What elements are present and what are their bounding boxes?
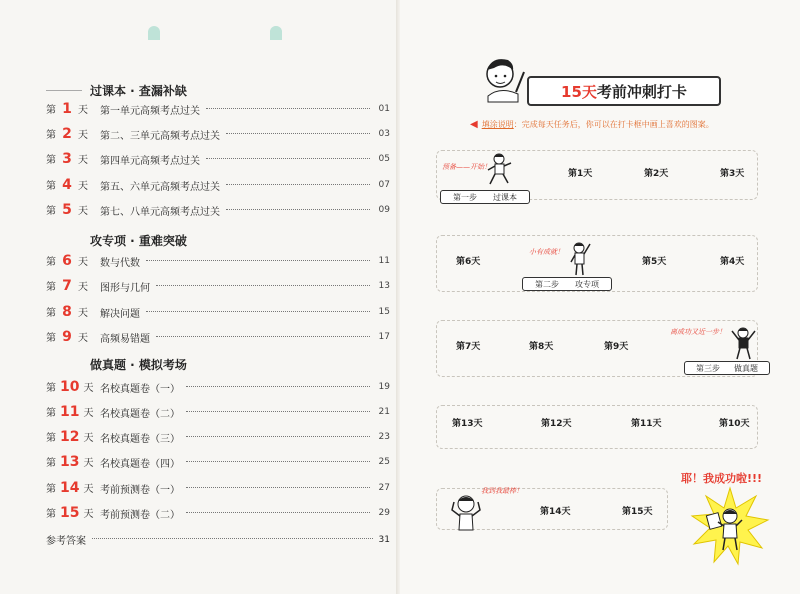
day-number: 3 [62, 151, 72, 167]
toc-page-number: 27 [378, 483, 390, 493]
instructions [470, 119, 714, 130]
day-label [46, 505, 94, 521]
day-prefix: 第 [46, 509, 56, 520]
step-name: 做真题 [734, 363, 758, 373]
day-number: 2 [62, 126, 72, 142]
step-caption: 预备——开始！ [442, 163, 491, 171]
day-prefix: 第 [46, 206, 56, 217]
day-label [46, 101, 94, 117]
toc-title: 第七、八单元高频考点过关 [100, 206, 220, 218]
day-suffix: 天 [83, 433, 94, 444]
day-10[interactable]: 第10天 [719, 419, 750, 429]
day-label [46, 278, 94, 294]
day-number: 5 [62, 202, 72, 218]
track-row-4 [436, 405, 758, 449]
toc-title: 第五、六单元高频考点过关 [100, 181, 220, 193]
day-prefix: 第 [46, 458, 56, 469]
final-cheer: 耶！我成功啦!!! [681, 472, 763, 485]
toc-row[interactable] [46, 504, 390, 522]
toc-row[interactable] [46, 453, 390, 471]
day-6[interactable]: 第6天 [456, 257, 481, 267]
running-boy-icon [484, 152, 514, 188]
day-label [46, 304, 94, 320]
toc-title: 第一单元高频考点过关 [100, 105, 200, 117]
toc-page-number: 05 [378, 154, 390, 164]
toc-title: 名校真题卷（三） [100, 433, 180, 445]
day-3[interactable]: 第3天 [720, 169, 745, 179]
speaker-icon: ◀ [470, 119, 478, 130]
day-13[interactable]: 第13天 [452, 419, 483, 429]
day-number: 6 [62, 253, 72, 269]
toc-title: 考前预测卷（一） [100, 484, 180, 496]
leader-dots [146, 310, 370, 312]
day-number: 1 [62, 101, 72, 117]
day-label [46, 151, 94, 167]
cheer-caption: 我到我最棒！ [481, 487, 523, 495]
toc-row[interactable] [46, 277, 390, 295]
day-prefix: 第 [46, 155, 56, 166]
note-text: ：完成每天任务后，你可以在打卡框中画上喜欢的图案。 [513, 120, 714, 129]
day-number: 11 [60, 404, 80, 420]
day-number: 7 [62, 278, 72, 294]
leader-dots [156, 335, 370, 337]
leader-dots [146, 259, 370, 261]
step-number: 第二步 [535, 279, 559, 289]
day-7[interactable]: 第7天 [456, 342, 481, 352]
step-box [440, 190, 530, 204]
toc-page-number: 23 [378, 432, 390, 442]
banner-title: 考前冲刺打卡 [596, 82, 687, 101]
day-suffix: 天 [78, 257, 88, 268]
toc-title: 第二、三单元高频考点过关 [100, 130, 220, 142]
day-suffix: 天 [78, 105, 88, 116]
toc-title: 图形与几何 [100, 282, 150, 294]
leader-dots [186, 385, 370, 387]
day-prefix: 第 [46, 105, 56, 116]
day-suffix: 天 [83, 383, 94, 394]
day-suffix: 天 [78, 155, 88, 166]
day-prefix: 第 [46, 181, 56, 192]
toc-page-number: 19 [378, 382, 390, 392]
page-tab [148, 26, 160, 40]
day-number: 13 [60, 454, 80, 470]
toc-row[interactable] [46, 303, 390, 321]
day-number: 12 [60, 429, 80, 445]
step-name: 过课本 [493, 192, 517, 202]
leader-dots [156, 284, 370, 286]
day-label [46, 126, 94, 142]
day-8[interactable]: 第8天 [529, 342, 554, 352]
day-5[interactable]: 第5天 [642, 257, 667, 267]
boy-waving-icon [566, 240, 594, 278]
section-rule [46, 90, 82, 91]
day-12[interactable]: 第12天 [541, 419, 572, 429]
day-suffix: 天 [78, 333, 88, 344]
day-label [46, 404, 94, 420]
day-label [46, 429, 94, 445]
toc-page-number: 15 [378, 307, 390, 317]
day-11[interactable]: 第11天 [631, 419, 662, 429]
toc-page-number: 21 [378, 407, 390, 417]
leader-dots [226, 183, 370, 185]
leader-dots [92, 537, 373, 539]
step-box [684, 361, 770, 375]
boy-mascot-icon [478, 52, 534, 108]
day-14[interactable]: 第14天 [540, 507, 571, 517]
day-suffix: 天 [78, 308, 88, 319]
day-suffix: 天 [83, 484, 94, 495]
toc-page-number: 11 [378, 256, 390, 266]
day-suffix: 天 [83, 408, 94, 419]
day-label [46, 379, 94, 395]
section-title: 过课本 · 查漏补缺 [90, 84, 187, 98]
toc-row[interactable] [46, 150, 390, 168]
day-2[interactable]: 第2天 [644, 169, 669, 179]
day-suffix: 天 [78, 206, 88, 217]
toc-row[interactable] [46, 328, 390, 346]
toc-title: 名校真题卷（四） [100, 458, 180, 470]
leader-dots [206, 157, 370, 159]
day-4[interactable]: 第4天 [720, 257, 745, 267]
success-burst-icon [690, 486, 770, 566]
day-label [46, 202, 94, 218]
day-prefix: 第 [46, 408, 56, 419]
section-title: 攻专项 · 重难突破 [90, 234, 187, 248]
day-label [46, 454, 94, 470]
note-label: 填涂说明 [481, 120, 514, 129]
section-title: 做真题 · 模拟考场 [90, 358, 187, 372]
day-number: 15 [60, 505, 80, 521]
toc-row[interactable] [46, 479, 390, 497]
day-label [46, 253, 94, 269]
day-number: 14 [60, 480, 80, 496]
day-label [46, 480, 94, 496]
leader-dots [186, 460, 370, 462]
toc-row[interactable] [46, 201, 390, 219]
step-box [522, 277, 612, 291]
leader-dots [186, 410, 370, 412]
leader-dots [186, 435, 370, 437]
day-number: 4 [62, 177, 72, 193]
day-15[interactable]: 第15天 [622, 507, 653, 517]
day-suffix: 天 [83, 458, 94, 469]
toc-page-number: 17 [378, 332, 390, 342]
toc-page-number: 13 [378, 281, 390, 291]
boy-flexing-icon [448, 492, 484, 532]
toc-title: 名校真题卷（二） [100, 408, 180, 420]
step-name: 攻专项 [575, 279, 599, 289]
day-label [46, 177, 94, 193]
toc-title: 高频易错题 [100, 333, 150, 345]
toc-row[interactable] [46, 252, 390, 270]
answers-title: 参考答案 [46, 536, 86, 547]
day-number: 9 [62, 329, 72, 345]
leader-dots [186, 486, 370, 488]
day-prefix: 第 [46, 308, 56, 319]
step-number: 第三步 [696, 363, 720, 373]
toc-title: 名校真题卷（一） [100, 383, 180, 395]
day-1[interactable]: 第1天 [568, 169, 593, 179]
day-suffix: 天 [78, 282, 88, 293]
toc-page-number: 29 [378, 508, 390, 518]
day-label [46, 329, 94, 345]
toc-title: 考前预测卷（二） [100, 509, 180, 521]
toc-page-number: 03 [378, 129, 390, 139]
toc-row[interactable] [46, 378, 390, 396]
toc-row[interactable] [46, 403, 390, 421]
answers-page: 31 [378, 534, 390, 545]
day-prefix: 第 [46, 282, 56, 293]
step-caption: 小有成就！ [529, 248, 564, 256]
leader-dots [186, 511, 370, 513]
day-number: 8 [62, 304, 72, 320]
toc-title: 数与代数 [100, 257, 140, 269]
toc-row[interactable] [46, 176, 390, 194]
page-tab [270, 26, 282, 40]
banner-days: 15天 [561, 82, 597, 101]
answers-row[interactable] [46, 532, 390, 547]
toc-title: 解决问题 [100, 308, 140, 320]
day-prefix: 第 [46, 433, 56, 444]
day-number: 10 [60, 379, 80, 395]
step-number: 第一步 [453, 192, 477, 202]
toc-row[interactable] [46, 428, 390, 446]
toc-row[interactable] [46, 125, 390, 143]
day-prefix: 第 [46, 383, 56, 394]
leader-dots [226, 132, 370, 134]
toc-page-number: 09 [378, 205, 390, 215]
step-caption: 离成功又近一步！ [670, 328, 726, 336]
day-suffix: 天 [78, 130, 88, 141]
toc-page-number: 07 [378, 180, 390, 190]
day-prefix: 第 [46, 257, 56, 268]
leader-dots [226, 208, 370, 210]
checkin-banner [527, 76, 721, 106]
toc-row[interactable] [46, 100, 390, 118]
leader-dots [206, 107, 370, 109]
day-9[interactable]: 第9天 [604, 342, 629, 352]
day-prefix: 第 [46, 484, 56, 495]
day-prefix: 第 [46, 130, 56, 141]
day-suffix: 天 [78, 181, 88, 192]
day-prefix: 第 [46, 333, 56, 344]
toc-page-number: 01 [378, 104, 390, 114]
toc-title: 第四单元高频考点过关 [100, 155, 200, 167]
day-suffix: 天 [83, 509, 94, 520]
boy-victory-icon [728, 325, 758, 361]
toc-page-number: 25 [378, 457, 390, 467]
